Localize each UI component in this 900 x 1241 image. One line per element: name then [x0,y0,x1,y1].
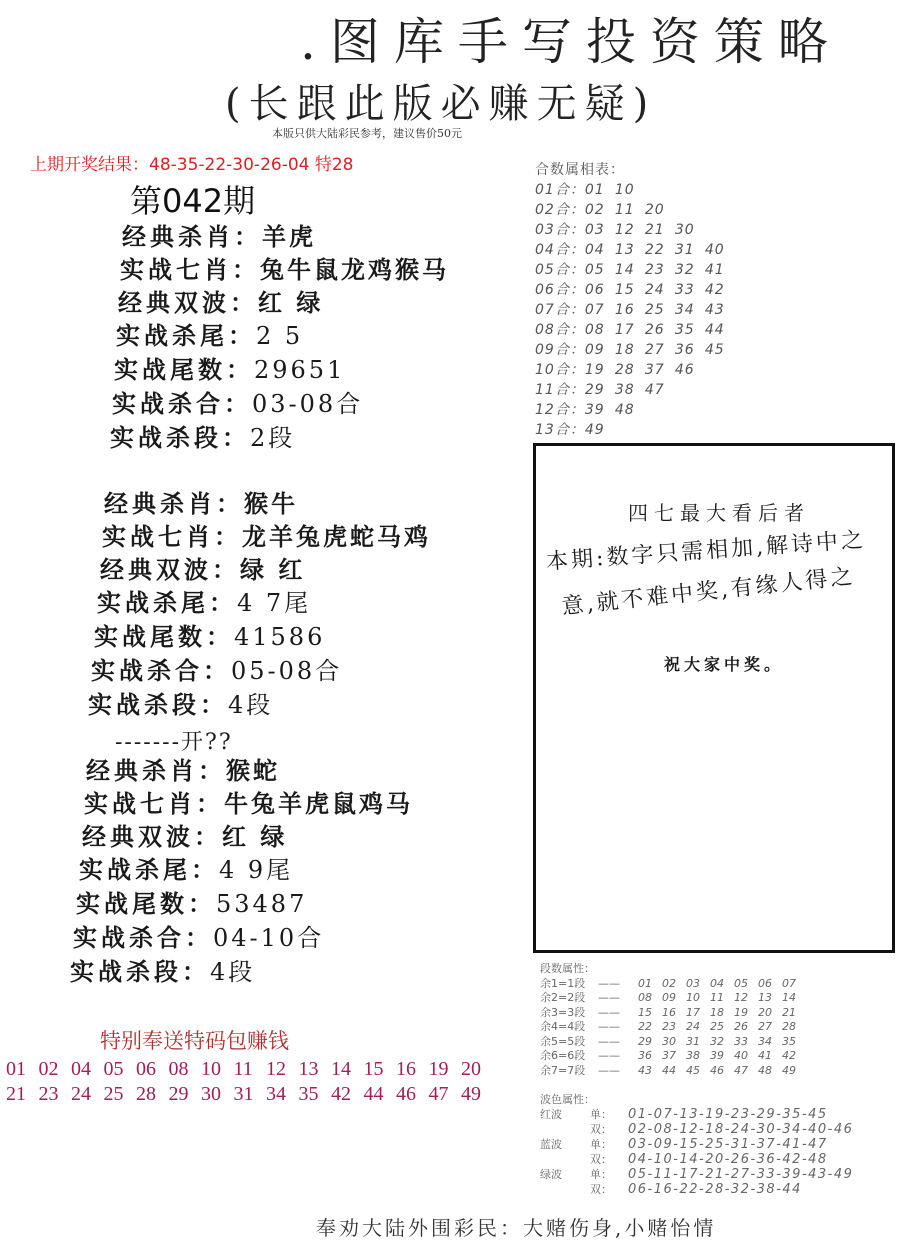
prediction-value: 4 7尾 [237,589,312,617]
special-number: 24 [71,1083,91,1105]
segment-number: 20 [758,1005,772,1019]
special-number: 30 [201,1083,221,1105]
wave-numbers: 03-09-15-25-31-37-41-47 [628,1137,828,1152]
he-number: 17 [614,322,635,338]
he-number: 18 [614,342,635,358]
segment-key: 余3=3段 [540,1005,586,1019]
prediction-value: 4段 [228,691,274,719]
prediction-value: 猴蛇 [226,756,280,785]
prediction-value: 4 9尾 [219,856,294,884]
segment-table-row [540,1035,806,1050]
prediction-value: 03-08合 [252,390,364,418]
prediction-row [76,887,413,921]
section-divider: -------开?? [115,730,233,755]
segment-number: 32 [710,1034,724,1048]
he-key: 07合： [535,302,585,318]
special-number: 20 [461,1058,481,1080]
wave-parity: 单： [590,1168,612,1181]
he-number: 22 [644,242,665,258]
he-number: 15 [614,282,635,298]
prediction-label: 经典杀肖： [86,756,226,785]
segment-number: 41 [758,1049,772,1062]
prediction-row [94,620,431,654]
prediction-group-3 [70,754,413,989]
he-table-row [535,300,735,320]
segment-number: 27 [758,1020,772,1033]
prediction-row [110,421,449,455]
prediction-label: 实战七肖： [102,522,242,551]
segment-number: 40 [734,1049,748,1062]
prediction-label: 实战杀尾： [79,855,219,884]
prediction-label: 实战杀尾： [97,588,237,617]
he-number: 39 [584,402,605,418]
he-number-table [535,160,735,440]
he-number: 23 [644,262,665,278]
prediction-label: 经典双波： [82,822,222,851]
page-title: .图库手写投资策略 [300,13,842,71]
prediction-label: 实战七肖： [84,789,224,818]
wave-table-row [540,1167,853,1182]
he-number: 34 [674,302,695,318]
he-number: 48 [614,402,635,418]
he-table-row [535,380,735,400]
segment-dash: —— [598,1049,620,1062]
he-key: 08合： [535,322,585,338]
special-number: 25 [103,1083,124,1105]
he-table-row [535,180,735,200]
he-key: 01合： [535,182,585,198]
special-number: 11 [233,1058,253,1080]
he-table-row [535,240,735,260]
he-number: 30 [674,222,695,238]
segment-dash: —— [598,976,620,990]
segment-dash: —— [598,991,620,1004]
segment-table [540,962,806,1078]
special-number: 16 [396,1058,416,1080]
poem-blessing: 祝大家中奖。 [664,655,785,674]
he-number: 05 [584,262,605,278]
segment-number: 18 [710,1005,724,1019]
prediction-row [79,853,413,887]
prediction-row [120,253,449,286]
segment-number: 33 [734,1034,748,1048]
he-number: 33 [674,282,695,298]
he-number: 28 [614,362,635,378]
wave-table-row [540,1137,853,1152]
prediction-row [122,220,449,253]
price-note: 本版只供大陆彩民参考，建议售价50元 [272,127,462,140]
he-table-row [535,280,735,300]
segment-key: 余2=2段 [540,991,586,1004]
he-number: 46 [674,362,695,378]
wave-table-title: 波色属性： [540,1093,595,1106]
he-number: 49 [584,422,605,438]
prediction-label: 实战尾数： [76,889,216,918]
special-number: 10 [201,1058,221,1080]
he-table-row [535,220,735,240]
segment-number: 03 [686,976,700,990]
prediction-label: 实战杀合： [112,389,252,418]
special-number: 28 [136,1083,156,1105]
prediction-value: 41586 [234,623,326,651]
prediction-value: 羊虎 [262,222,316,251]
prediction-row [100,553,431,586]
he-key: 02合： [535,202,585,218]
prediction-value: 兔牛鼠龙鸡猴马 [260,255,449,284]
he-number: 37 [644,362,665,378]
special-number: 06 [136,1058,156,1080]
special-numbers-row-1 [6,1057,494,1082]
he-key: 12合： [535,402,585,418]
he-number: 19 [584,362,605,378]
special-number: 04 [71,1058,91,1080]
segment-key: 余6=6段 [540,1049,586,1062]
footer-advice: 奉劝大陆外围彩民：大赌伤身,小赌怡情 [316,1216,717,1240]
segment-number: 07 [782,976,796,990]
wave-parity: 单： [590,1108,612,1121]
segment-dash: —— [598,1020,620,1033]
segment-number: 19 [734,1005,748,1019]
he-number: 45 [704,342,725,358]
wave-numbers: 01-07-13-19-23-29-35-45 [628,1107,828,1122]
prediction-label: 实战杀段： [88,690,228,719]
segment-number: 38 [686,1049,700,1062]
he-key: 06合： [535,282,585,298]
prediction-value: 龙羊兔虎蛇马鸡 [242,522,431,551]
segment-number: 29 [638,1034,652,1048]
he-table-row [535,320,735,340]
wave-parity: 双： [590,1123,612,1136]
segment-number: 35 [782,1034,796,1048]
prediction-row [116,319,449,353]
prediction-row [118,286,449,319]
wave-table-rows [540,1107,853,1197]
special-number: 49 [461,1083,481,1105]
special-number: 02 [38,1058,59,1080]
he-number: 35 [674,322,695,338]
prediction-value: 4段 [210,958,256,986]
poem-line-1: 本期:数字只需相加,解诗中之 [545,527,867,575]
he-number: 09 [584,342,605,358]
segment-number: 24 [686,1020,700,1033]
prediction-label: 实战杀段： [70,957,210,986]
segment-number: 28 [782,1020,796,1033]
special-number: 23 [38,1083,59,1105]
he-number: 29 [584,382,605,398]
prediction-label: 经典双波： [100,555,240,584]
he-number: 26 [644,322,665,338]
wave-table-row [540,1182,853,1197]
wave-numbers: 05-11-17-21-27-33-39-43-49 [628,1167,854,1182]
prediction-label: 实战杀合： [91,656,231,685]
segment-number: 37 [662,1049,676,1062]
segment-dash: —— [598,1034,620,1048]
segment-number: 05 [734,976,748,990]
he-key: 11合： [535,382,585,398]
prediction-value: 2 5 [256,322,304,350]
prediction-value: 红 绿 [222,822,288,851]
segment-key: 余7=7段 [540,1063,586,1077]
segment-number: 13 [758,991,772,1004]
he-number: 08 [584,322,605,338]
special-number: 31 [233,1083,254,1105]
segment-number: 11 [710,991,724,1004]
segment-table-row [540,1049,806,1064]
special-number: 01 [6,1058,26,1080]
he-number: 06 [584,282,605,298]
special-number: 14 [331,1058,351,1080]
period-number: 第042期 [130,182,256,220]
prediction-value: 猴牛 [244,489,298,518]
segment-number: 36 [638,1049,652,1062]
segment-number: 23 [662,1020,676,1033]
wave-parity: 单： [590,1138,612,1151]
segment-table-title: 段数属性： [540,962,595,975]
segment-number: 45 [686,1063,700,1077]
prediction-label: 实战杀尾： [116,321,256,350]
prediction-row [88,688,431,722]
he-key: 13合： [535,422,585,438]
he-number: 01 [584,182,605,198]
special-number: 21 [6,1083,26,1105]
prediction-label: 实战杀合： [73,923,213,952]
prediction-label: 实战尾数： [94,622,234,651]
segment-number: 17 [686,1005,700,1019]
special-number: 35 [298,1083,319,1105]
special-number: 42 [331,1083,351,1105]
he-number: 42 [704,282,725,298]
special-number: 05 [103,1058,124,1080]
wave-color: 蓝波 [540,1138,562,1151]
segment-number: 34 [758,1034,772,1048]
he-number: 24 [644,282,665,298]
segment-number: 48 [758,1063,772,1077]
prediction-label: 经典双波： [118,288,258,317]
he-number: 21 [644,222,665,238]
he-number: 38 [614,382,635,398]
prediction-value: 05-08合 [231,657,343,685]
segment-number: 44 [662,1063,676,1077]
last-draw-result: 上期开奖结果：48-35-22-30-26-04 特28 [30,155,354,175]
he-number: 31 [674,242,695,258]
he-key: 04合： [535,242,585,258]
special-number: 15 [363,1058,384,1080]
he-number: 16 [614,302,635,318]
he-number: 14 [614,262,635,278]
prediction-value: 53487 [216,890,308,918]
special-numbers [6,1057,494,1107]
he-number: 04 [584,242,605,258]
segment-key: 余5=5段 [540,1034,586,1048]
segment-number: 25 [710,1020,724,1033]
segment-number: 22 [638,1020,652,1033]
segment-number: 26 [734,1020,748,1033]
prediction-row [104,487,431,520]
special-number: 08 [168,1058,189,1080]
he-table-row [535,400,735,420]
prediction-group-1 [110,220,449,455]
prediction-row [102,520,431,553]
wave-color: 绿波 [540,1168,562,1181]
segment-table-rows [540,977,806,1079]
he-table-row [535,340,735,360]
segment-number: 16 [662,1005,676,1019]
he-table-title: 合数属相表： [535,162,625,178]
wave-table-row [540,1152,853,1167]
prediction-value: 绿 红 [240,555,306,584]
segment-number: 04 [710,976,724,990]
prediction-row [114,353,449,387]
wave-color-table [540,1092,853,1197]
prediction-label: 实战杀段： [110,423,250,452]
prediction-label: 实战七肖： [120,255,260,284]
segment-table-row [540,1064,806,1079]
segment-key: 余1=1段 [540,976,586,990]
prediction-group-2 [88,487,431,722]
wave-numbers: 06-16-22-28-32-38-44 [628,1182,802,1197]
prediction-value: 29651 [254,356,346,384]
he-number: 13 [614,242,635,258]
segment-number: 49 [782,1063,796,1077]
he-number: 43 [704,302,725,318]
poem-line-2: 意,就不难中奖,有缘人得之 [560,564,857,620]
special-numbers-row-2 [6,1082,494,1107]
special-number: 13 [298,1058,319,1080]
wave-numbers: 04-10-14-20-26-36-42-48 [628,1152,828,1167]
he-number: 11 [614,202,635,218]
prediction-row [86,754,413,787]
prediction-label: 经典杀肖： [104,489,244,518]
prediction-row [84,787,413,820]
prediction-row [91,654,431,688]
special-number: 47 [428,1083,449,1105]
he-number: 07 [584,302,605,318]
he-key: 03合： [535,222,585,238]
segment-table-row [540,1006,806,1021]
he-number: 10 [614,182,635,198]
prediction-row [73,921,413,955]
segment-number: 42 [782,1049,796,1062]
he-number: 32 [674,262,695,278]
he-number: 40 [704,242,725,258]
he-number: 36 [674,342,695,358]
segment-table-row [540,1020,806,1035]
segment-number: 43 [638,1063,652,1077]
he-key: 05合： [535,262,585,278]
prediction-row [112,387,449,421]
segment-table-row [540,991,806,1006]
segment-number: 08 [638,991,652,1004]
segment-dash: —— [598,1005,620,1019]
segment-number: 31 [686,1034,700,1048]
prediction-row [82,820,413,853]
segment-table-row [540,977,806,992]
special-number: 46 [396,1083,416,1105]
prediction-value: 红 绿 [258,288,324,317]
segment-number: 15 [638,1005,652,1019]
prediction-label: 实战尾数： [114,355,254,384]
segment-number: 02 [662,976,676,990]
segment-number: 46 [710,1063,724,1077]
segment-number: 39 [710,1049,724,1062]
he-number: 44 [704,322,725,338]
segment-dash: —— [598,1063,620,1077]
he-table-row [535,360,735,380]
segment-key: 余4=4段 [540,1020,586,1033]
wave-color: 红波 [540,1108,562,1121]
poem-title: 四七最大看后者 [628,501,810,525]
prediction-row [97,586,431,620]
he-key: 10合： [535,362,585,378]
segment-number: 01 [638,976,652,990]
prediction-row [70,955,413,989]
special-numbers-title: 特别奉送特码包赚钱 [100,1029,289,1053]
special-number: 12 [266,1058,286,1080]
wave-table-row [540,1122,853,1137]
wave-parity: 双： [590,1183,612,1196]
he-number: 47 [644,382,665,398]
segment-number: 10 [686,991,700,1004]
special-number: 44 [363,1083,384,1105]
special-number: 34 [266,1083,286,1105]
prediction-label: 经典杀肖： [122,222,262,251]
segment-number: 14 [782,991,796,1004]
special-number: 29 [168,1083,189,1105]
he-number: 20 [644,202,665,218]
he-number: 02 [584,202,605,218]
he-table-rows [535,180,735,440]
segment-number: 30 [662,1034,676,1048]
wave-numbers: 02-08-12-18-24-30-34-40-46 [628,1122,854,1137]
he-table-row [535,420,735,440]
he-table-row [535,200,735,220]
segment-number: 06 [758,976,772,990]
segment-number: 21 [782,1005,796,1019]
page-subtitle: (长跟此版必赚无疑) [225,81,657,127]
he-number: 41 [704,262,725,278]
he-number: 12 [614,222,635,238]
prediction-value: 牛兔羊虎鼠鸡马 [224,789,413,818]
wave-table-row [540,1107,853,1122]
segment-number: 09 [662,991,676,1004]
he-key: 09合： [535,342,585,358]
he-number: 03 [584,222,605,238]
he-table-row [535,260,735,280]
special-number: 19 [428,1058,449,1080]
he-number: 27 [644,342,665,358]
wave-parity: 双： [590,1153,612,1166]
prediction-value: 04-10合 [213,924,325,952]
prediction-value: 2段 [250,424,296,452]
he-number: 25 [644,302,665,318]
segment-number: 47 [734,1063,748,1077]
segment-number: 12 [734,991,748,1004]
